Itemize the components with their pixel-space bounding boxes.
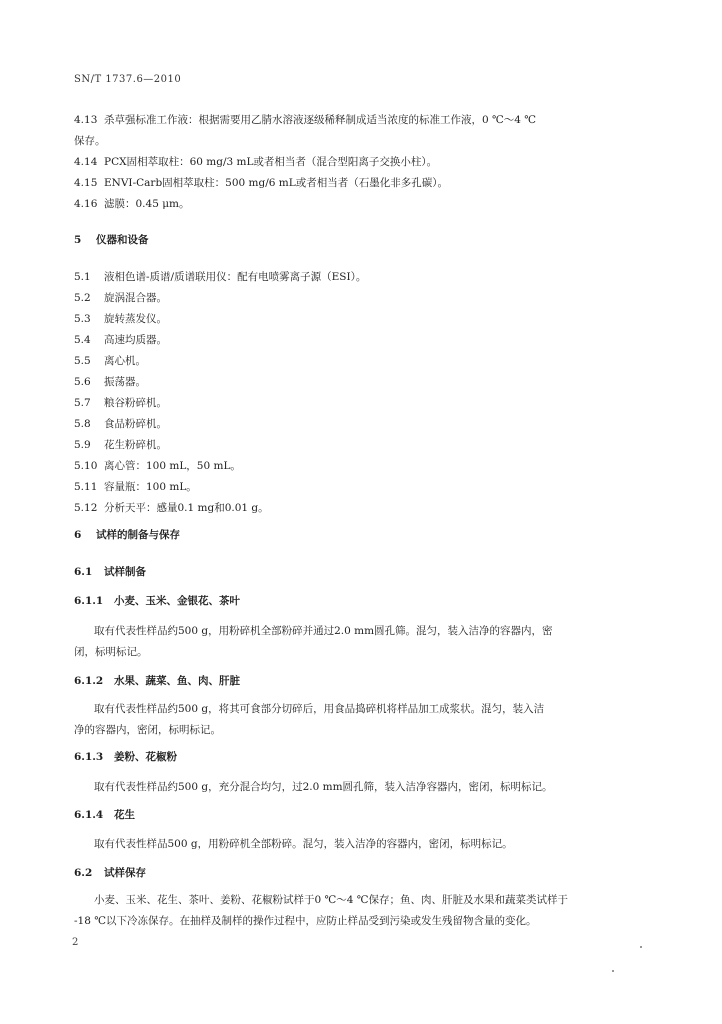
- item-text: 花生粉碎机。: [104, 439, 167, 451]
- item-text: 滤膜：0.45 μm。: [104, 198, 190, 210]
- item-5-10: [74, 459, 241, 473]
- paragraph-6-1-2-line1: 取有代表性样品约500 g，将其可食部分切碎后，用食品捣碎机将样品加工成浆状。混匀，装入洁: [94, 703, 545, 715]
- section-title: 仪器和设备: [96, 234, 149, 246]
- page-number: 2: [72, 937, 79, 948]
- section-title: 花生: [114, 809, 135, 821]
- item-5-7: [74, 396, 167, 410]
- section-number: 6.1.4: [74, 809, 104, 821]
- section-number: 6.1.2: [74, 675, 104, 687]
- section-title: 姜粉、花椒粉: [114, 751, 177, 763]
- item-number: 5.5: [74, 355, 91, 367]
- item-number: 5.1: [74, 271, 91, 283]
- section-number: 5: [74, 234, 82, 246]
- item-number: 5.10: [74, 460, 98, 472]
- item-number: 5.8: [74, 418, 91, 430]
- item-text: 振荡器。: [104, 376, 146, 388]
- item-text: 高速均质器。: [104, 334, 167, 346]
- item-5-4: [74, 333, 167, 347]
- section-6-1-1-heading: [74, 594, 240, 608]
- item-5-2: [74, 291, 167, 305]
- item-text: 容量瓶：100 mL。: [104, 481, 197, 493]
- item-5-3: [74, 312, 167, 326]
- paragraph-6-2-line1: 小麦、玉米、花生、茶叶、姜粉、花椒粉试样于0 ℃～4 ℃保存；鱼、肉、肝脏及水果和蔬菜类试样于: [94, 894, 569, 906]
- item-5-6: [74, 375, 146, 389]
- paragraph-6-1-4: 取有代表性样品500 g，用粉碎机全部粉碎。混匀，装入洁净的容器内，密闭，标明标记。: [94, 838, 513, 850]
- item-text: 旋转蒸发仪。: [104, 313, 167, 325]
- item-text: 液相色谱-质谱/质谱联用仪：配有电喷雾离子源（ESI）。: [104, 271, 367, 283]
- item-number: 5.11: [74, 481, 98, 493]
- item-number: 5.9: [74, 439, 91, 451]
- item-4-14: [74, 155, 437, 169]
- section-title: 水果、蔬菜、鱼、肉、肝脏: [114, 675, 240, 687]
- section-6-2-heading: [74, 866, 146, 880]
- item-5-12: [74, 501, 269, 515]
- section-number: 6.1: [74, 566, 93, 578]
- section-title: 试样的制备与保存: [96, 529, 180, 541]
- item-number: 5.12: [74, 502, 98, 514]
- item-number: 5.6: [74, 376, 91, 388]
- item-4-15: [74, 176, 448, 190]
- item-text: 离心管：100 mL，50 mL。: [104, 460, 241, 472]
- item-number: 4.15: [74, 177, 98, 189]
- item-number: 4.13: [74, 114, 98, 126]
- item-text: 食品粉碎机。: [104, 418, 167, 430]
- paragraph-6-1-1-line1: 取有代表性样品约500 g，用粉碎机全部粉碎并通过2.0 mm圆孔筛。混匀，装入洁净的容器内，密: [94, 625, 553, 637]
- section-title: 小麦、玉米、金银花、茶叶: [114, 595, 240, 607]
- item-4-13-cont: [74, 134, 106, 148]
- item-5-11: [74, 480, 197, 494]
- scan-speck: [640, 946, 642, 948]
- section-6-1-heading: [74, 565, 146, 579]
- paragraph-6-1-1-line2: 闭，标明标记。: [74, 646, 148, 658]
- item-5-8: [74, 417, 167, 431]
- section-number: 6.2: [74, 867, 93, 879]
- scan-speck: [612, 970, 614, 972]
- section-title: 试样保存: [104, 867, 146, 879]
- section-number: 6.1.1: [74, 595, 104, 607]
- section-title: 试样制备: [104, 566, 146, 578]
- item-number: 4.16: [74, 198, 98, 210]
- standard-code-header: SN/T 1737.6—2010: [74, 74, 182, 85]
- item-text: 保存。: [74, 135, 106, 147]
- item-number: 5.3: [74, 313, 91, 325]
- item-text: 分析天平：感量0.1 mg和0.01 g。: [104, 502, 269, 514]
- item-4-16: [74, 197, 190, 211]
- item-number: 5.4: [74, 334, 91, 346]
- item-5-5: [74, 354, 146, 368]
- paragraph-6-1-2-line2: 净的容器内，密闭，标明标记。: [74, 724, 221, 736]
- item-5-9: [74, 438, 167, 452]
- item-text: 离心机。: [104, 355, 146, 367]
- item-text: PCX固相萃取柱：60 mg/3 mL或者相当者（混合型阳离子交换小柱）。: [104, 156, 438, 168]
- item-number: 4.14: [74, 156, 98, 168]
- section-5-heading: [74, 233, 149, 247]
- item-5-1: [74, 270, 366, 284]
- section-6-1-3-heading: [74, 750, 177, 764]
- paragraph-6-1-3: 取有代表性样品约500 g，充分混合均匀，过2.0 mm圆孔筛，装入洁净容器内，密闭，标明标记。: [94, 781, 553, 793]
- section-6-1-2-heading: [74, 674, 240, 688]
- item-text: 杀草强标准工作液：根据需要用乙腈水溶液逐级稀释制成适当浓度的标准工作液，0 ℃～4 ℃: [104, 114, 537, 126]
- item-text: 旋涡混合器。: [104, 292, 167, 304]
- section-6-heading: [74, 528, 180, 542]
- item-number: 5.7: [74, 397, 91, 409]
- section-number: 6.1.3: [74, 751, 104, 763]
- paragraph-6-2-line2: -18 ℃以下冷冻保存。在抽样及制样的操作过程中，应防止样品受到污染或发生残留物含量的变化。: [74, 915, 537, 927]
- section-6-1-4-heading: [74, 808, 135, 822]
- item-4-13: [74, 113, 536, 127]
- item-text: ENVI-Carb固相萃取柱：500 mg/6 mL或者相当者（石墨化非多孔碳）。: [104, 177, 448, 189]
- item-text: 粮谷粉碎机。: [104, 397, 167, 409]
- item-number: 5.2: [74, 292, 91, 304]
- section-number: 6: [74, 529, 82, 541]
